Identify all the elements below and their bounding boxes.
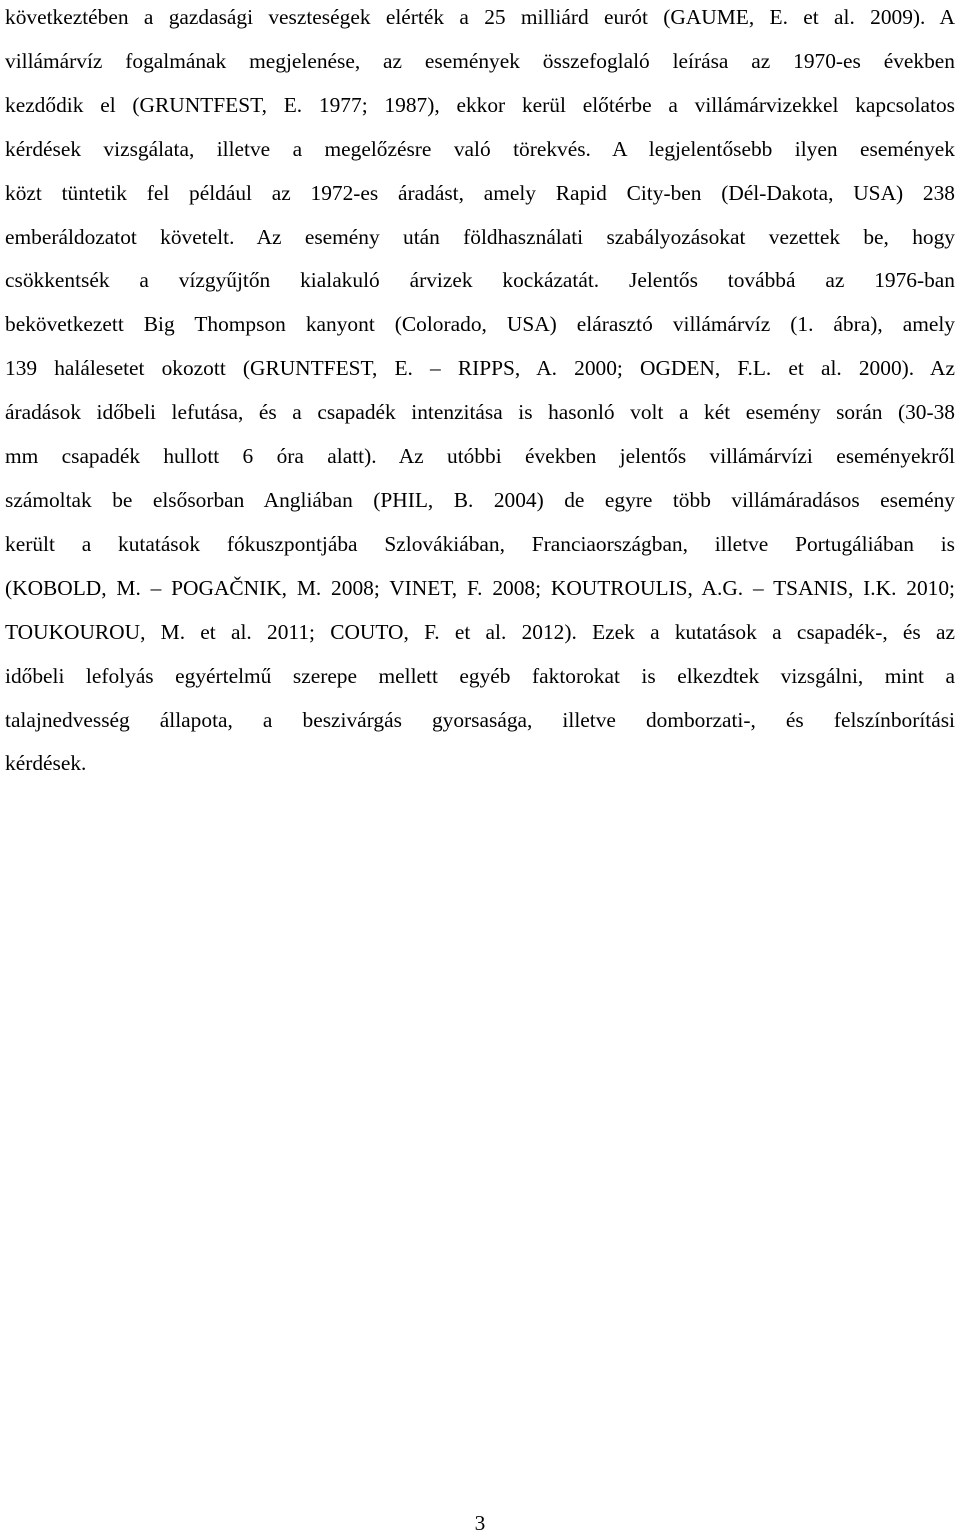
text-line-3: kezdődik el (GRUNTFEST, E. 1977; 1987), ekkor kerül előtérbe a villámárvizekkel kapcsolatos [5, 92, 955, 117]
text-line-5: közt tüntetik fel például az 1972-es áradást, amely Rapid City-ben (Dél-Dakota, USA) 238 [5, 180, 955, 205]
text-line-4: kérdések vizsgálata, illetve a megelőzésre való törekvés. A legjelentősebb ilyen események [5, 136, 955, 161]
text-line-16: időbeli lefolyás egyértelmű szerepe mellett egyéb faktorokat is elkezdtek vizsgálni, mint a [5, 663, 955, 688]
text-line-8: bekövetkezett Big Thompson kanyont (Colorado, USA) elárasztó villámárvíz (1. ábra), amely [5, 312, 955, 337]
text-line-7: csökkentsék a vízgyűjtőn kialakuló árvizek kockázatát. Jelentős továbbá az 1976-ban [5, 268, 955, 293]
text-line-15: TOUKOUROU, M. et al. 2011; COUTO, F. et al. 2012). Ezek a kutatások a csapadék-, és az [5, 619, 955, 644]
text-line-2: villámárvíz fogalmának megjelenése, az események összefoglaló leírása az 1970-es években [5, 48, 955, 73]
text-line-11: mm csapadék hullott 6 óra alatt). Az utóbbi években jelentős villámárvízi eseményekről [5, 444, 955, 469]
text-line-12: számoltak be elsősorban Angliában (PHIL, B. 2004) de egyre több villámáradásos esemény [5, 487, 955, 512]
text-line-17: talajnedvesség állapota, a beszivárgás gyorsasága, illetve domborzati-, és felszínborítási [5, 707, 955, 732]
text-line-14: (KOBOLD, M. – POGAČNIK, M. 2008; VINET, F. 2008; KOUTROULIS, A.G. – TSANIS, I.K. 2010; [5, 575, 955, 600]
text-line-1: következtében a gazdasági veszteségek elérték a 25 milliárd eurót (GAUME, E. et al. 2009). A [5, 5, 955, 29]
text-line-10: áradások időbeli lefutása, és a csapadék intenzitása is hasonló volt a két esemény során (30-38 [5, 400, 955, 425]
text-line-18: kérdések. [5, 751, 87, 776]
page-number: 3 [474, 1511, 486, 1535]
body-paragraph [5, 0, 955, 786]
text-line-13: került a kutatások fókuszpontjába Szlovákiában, Franciaországban, illetve Portugáliában is [5, 531, 955, 556]
text-line-9: 139 halálesetet okozott (GRUNTFEST, E. – RIPPS, A. 2000; OGDEN, F.L. et al. 2000). Az [5, 356, 955, 381]
text-line-6: emberáldozatot követelt. Az esemény után földhasználati szabályozásokat vezettek be, hogy [5, 224, 955, 249]
